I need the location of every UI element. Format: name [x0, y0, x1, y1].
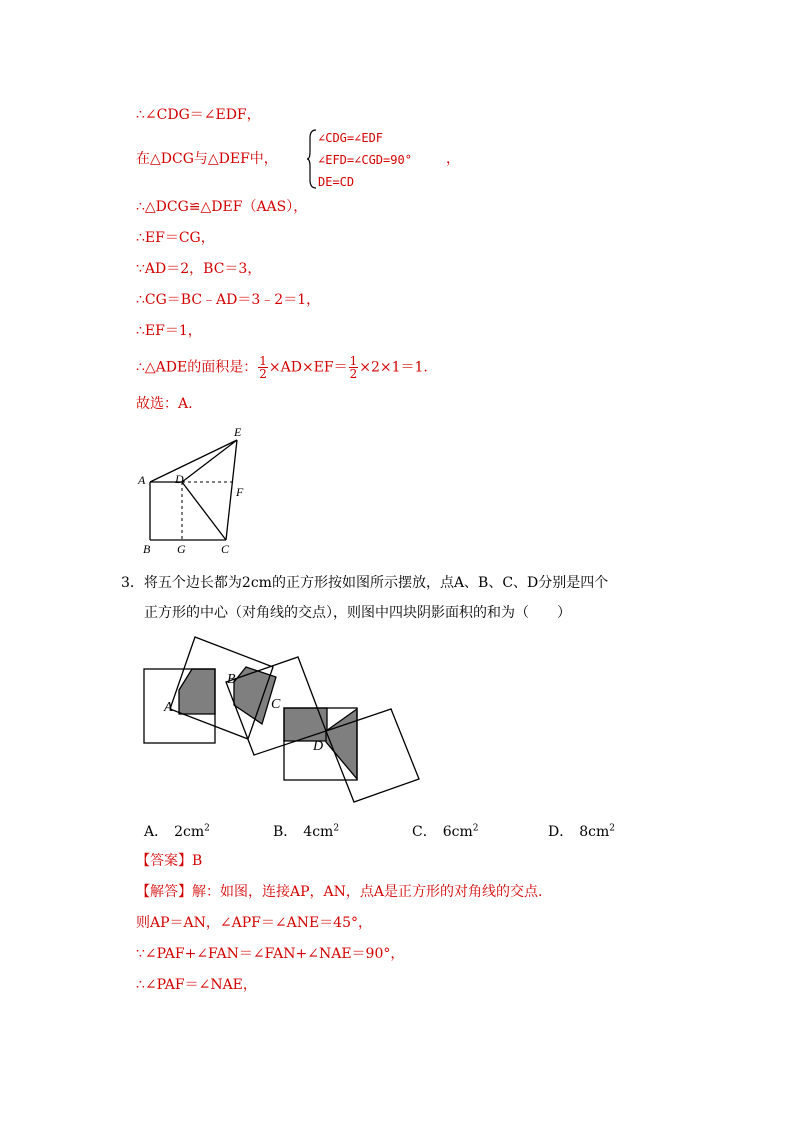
solution-line-3: ∴△DCG≌△DEF（AAS），	[136, 199, 308, 215]
explanation-line-1: 【解答】解：如图，连接AP，AN，点A是正方形的对角线的交点.	[136, 884, 543, 900]
explanation-line-3: ∵∠PAF+∠FAN＝∠FAN+∠NAE＝90°，	[136, 946, 405, 962]
solution-line-2-prefix: 在△DCG与△DEF中，	[136, 151, 278, 167]
area-text-end: ×2×1＝1.	[359, 359, 428, 376]
solution-line-1: ∴∠CDG＝∠EDF，	[136, 107, 261, 123]
segment-ae	[150, 440, 237, 482]
system-eq-3: DE=CD	[318, 175, 355, 189]
solution-line-8	[136, 355, 428, 380]
shaded-region-a	[179, 669, 215, 714]
question-number: 3．	[121, 575, 144, 591]
shaded-region-c	[284, 708, 327, 741]
label-center-d: D	[313, 739, 324, 754]
option-d[interactable]: D． $8cm^2$	[548, 823, 615, 840]
system-eq-1: ∠CDG=∠EDF	[318, 131, 384, 145]
squares-figure	[140, 635, 440, 805]
label-f: F	[236, 485, 244, 499]
geometry-figure-1	[130, 420, 270, 560]
option-c[interactable]: C． $6cm^2$	[412, 823, 479, 840]
explanation-tag: 【解答】	[136, 884, 192, 900]
system-eq-2: ∠EFD=∠CGD=90°	[318, 153, 412, 167]
solution-line-6: ∴CG＝BC﹣AD＝3﹣2＝1，	[136, 292, 321, 308]
label-e: E	[234, 425, 242, 439]
answer-value: B	[192, 853, 203, 869]
label-center-c: C	[271, 697, 281, 712]
explanation-line-4: ∴∠PAF＝∠NAE，	[136, 977, 257, 993]
question-text-1: 将五个边长都为2cm的正方形按如图所示摆放，点A、B、C、D分别是四个	[143, 575, 609, 591]
area-text-prefix: ∴△ADE的面积是：	[136, 359, 258, 376]
label-g: G	[177, 542, 186, 556]
label-d: D	[175, 472, 184, 486]
answer-tag: 【答案】	[136, 853, 192, 869]
question-3-line-1	[121, 573, 608, 593]
option-a[interactable]: A． $2cm^2$	[144, 823, 210, 840]
segment-de	[182, 440, 237, 482]
segment-dc	[182, 482, 226, 540]
label-b: B	[143, 542, 151, 556]
equation-system	[318, 127, 412, 193]
fraction-half-1: $\frac{1}{2}$	[259, 354, 267, 381]
label-a: A	[138, 473, 146, 487]
label-center-b: B	[227, 672, 236, 687]
label-c: C	[221, 542, 230, 556]
solution-line-4: ∴EF＝CG，	[136, 230, 215, 246]
solution-line-2-suffix: ，	[446, 151, 460, 167]
question-3-line-2: 正方形的中心（对角线的交点），则图中四块阴影面积的和为（ ）	[144, 605, 571, 621]
solution-line-7: ∴EF＝1，	[136, 323, 202, 339]
label-center-a: A	[164, 700, 173, 715]
left-brace-icon	[306, 128, 318, 190]
solution-line-5: ∵AD＝2，BC＝3，	[136, 261, 262, 277]
fraction-half-2: $\frac{1}{2}$	[349, 354, 358, 381]
option-b[interactable]: B． $4cm^2$	[273, 823, 340, 840]
area-text-mid: ×AD×EF＝	[268, 359, 348, 376]
explanation-line-2: 则AP＝AN，∠APF＝∠ANE＝45°，	[136, 915, 372, 931]
answer-line	[136, 851, 202, 871]
solution-line-9: 故选：A.	[136, 396, 193, 412]
